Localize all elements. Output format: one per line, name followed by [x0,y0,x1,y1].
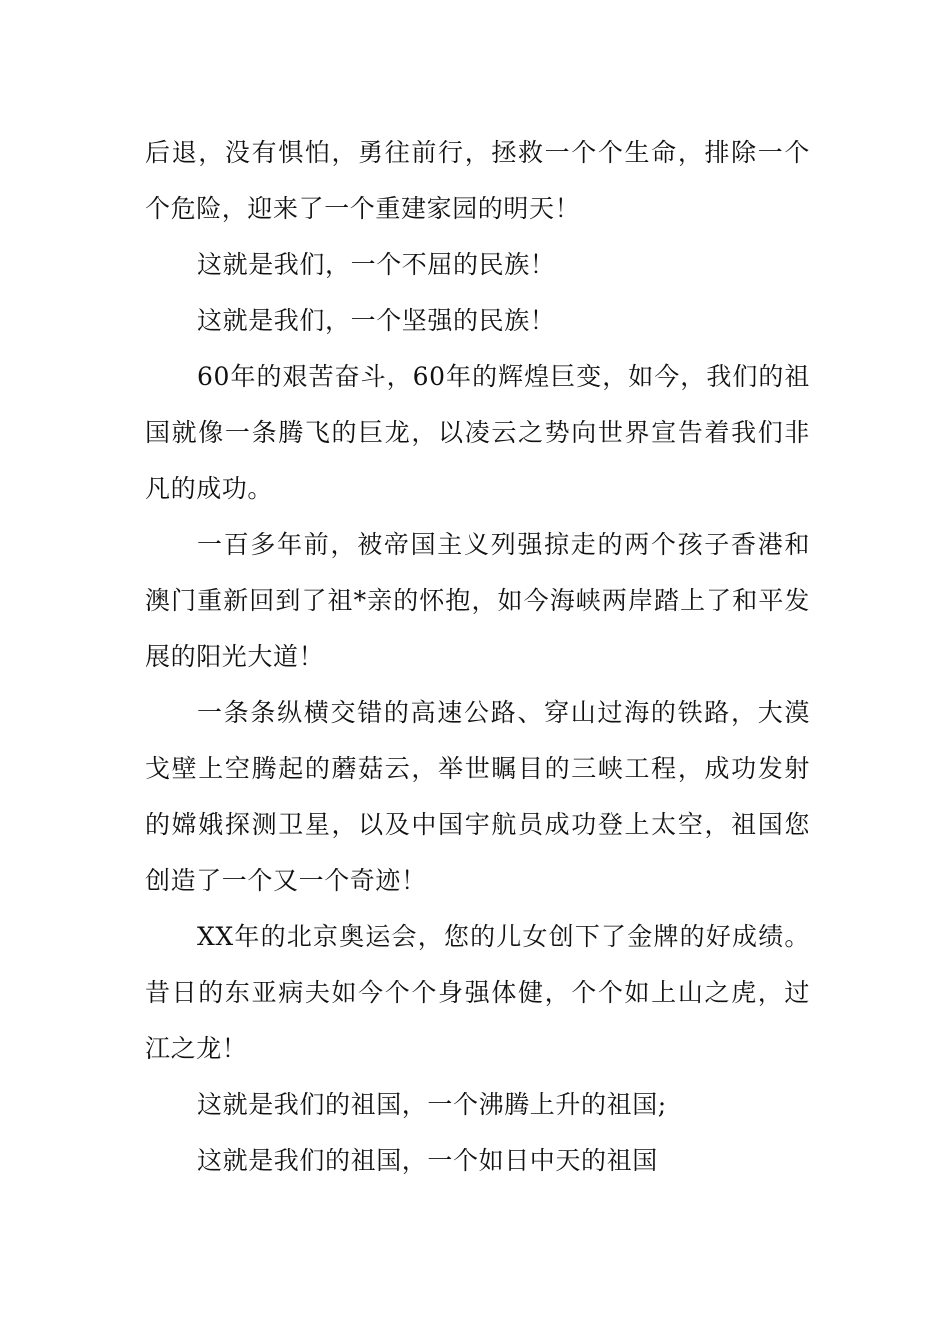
paragraph-5: 一百多年前，被帝国主义列强掠走的两个孩子香港和澳门重新回到了祖*亲的怀抱，如今海峡两岸踏上了和平发展的阳光大道！ [145,530,810,671]
paragraph-3: 这就是我们，一个坚强的民族！ [197,306,556,335]
paragraph-4: 60年的艰苦奋斗，60年的辉煌巨变，如今，我们的祖国就像一条腾飞的巨龙，以凌云之势向世界宣告着我们非凡的成功。 [145,362,810,503]
paragraph-9: 这就是我们的祖国，一个如日中天的祖国 [197,1146,658,1175]
paragraph-8: 这就是我们的祖国，一个沸腾上升的祖国; [197,1090,667,1119]
paragraph-1: 后退，没有惧怕，勇往前行，拯救一个个生命，排除一个个危险，迎来了一个重建家园的明天！ [145,138,810,223]
paragraph-2: 这就是我们，一个不屈的民族！ [197,250,556,279]
paragraph-6: 一条条纵横交错的高速公路、穿山过海的铁路，大漠戈壁上空腾起的蘑菇云，举世瞩目的三峡工程，成功发射的嫦娥探测卫星，以及中国宇航员成功登上太空，祖国您创造了一个又一个奇迹！ [145,698,810,895]
document-body [145,125,810,1189]
paragraph-7: XX年的北京奥运会，您的儿女创下了金牌的好成绩。昔日的东亚病夫如今个个身强体健，个个如上山之虎，过江之龙！ [145,922,810,1063]
